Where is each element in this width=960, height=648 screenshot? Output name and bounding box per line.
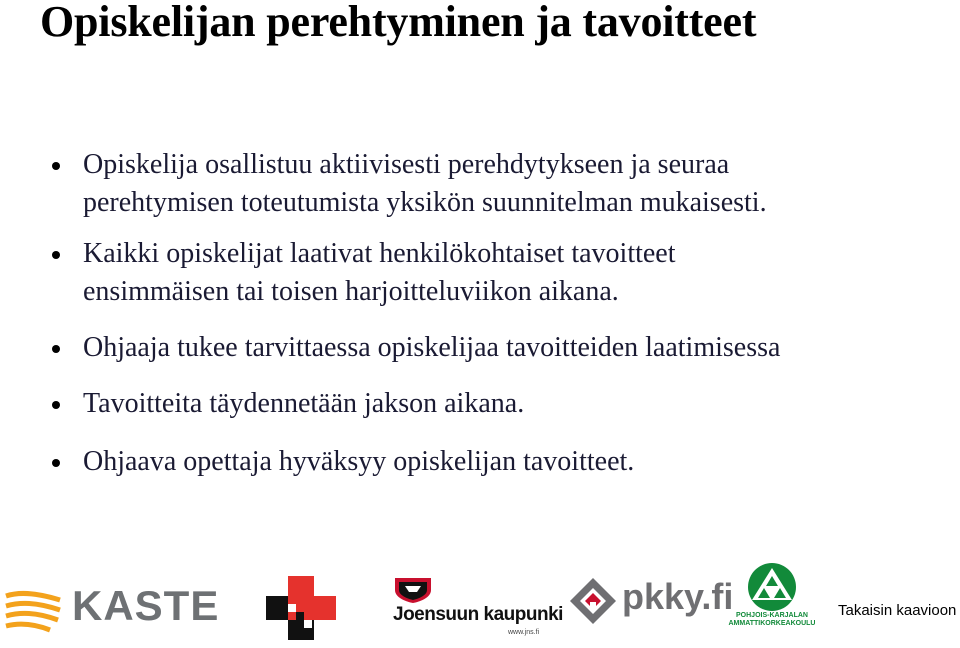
bullet-icon [52, 459, 60, 467]
back-to-chart-link[interactable]: Takaisin kaavioon [838, 602, 957, 619]
bullet-text: Tavoitteita täydennetään jakson aikana. [83, 388, 525, 419]
joensuu-logo-subtext: www.jns.fi [508, 629, 540, 636]
cross-logo-icon [266, 576, 336, 640]
footer-logos [0, 560, 960, 648]
pkky-logo-icon [568, 576, 618, 626]
bullet-icon [52, 162, 60, 170]
bullet-text: perehtymisen toteutumista yksikön suunnitelman mukaisesti. [83, 187, 767, 218]
bullet-icon [52, 345, 60, 353]
bullet-text: Kaikki opiskelijat laativat henkilökohtaiset tavoitteet [83, 238, 676, 269]
kaste-logo-icon [4, 590, 66, 638]
karelia-logo-text: POHJOIS-KARJALAN AMMATTIKORKEAKOULU [728, 612, 816, 627]
bullet-item [52, 329, 942, 367]
bullet-item [52, 235, 942, 311]
kaste-logo-text: KASTE [72, 582, 220, 629]
pkky-logo-text: pkky.fi [622, 576, 734, 617]
bullet-item [52, 146, 942, 222]
karelia-logo-icon [736, 562, 808, 612]
bullet-item [52, 385, 942, 423]
bullet-list [52, 146, 942, 481]
bullet-item [52, 443, 942, 481]
joensuu-logo-text: Joensuun kaupunki [393, 604, 563, 625]
bullet-icon [52, 251, 60, 259]
slide-title: Opiskelijan perehtyminen ja tavoitteet [40, 0, 757, 46]
joensuu-crest-icon [393, 576, 433, 604]
bullet-text: Ohjaava opettaja hyväksyy opiskelijan tavoitteet. [83, 446, 635, 477]
bullet-text: ensimmäisen tai toisen harjoitteluviikon aikana. [83, 276, 619, 307]
bullet-text: Ohjaaja tukee tarvittaessa opiskelijaa tavoitteiden laatimisessa [83, 332, 781, 363]
bullet-text: Opiskelija osallistuu aktiivisesti perehdytykseen ja seuraa [83, 149, 730, 180]
bullet-icon [52, 401, 60, 409]
